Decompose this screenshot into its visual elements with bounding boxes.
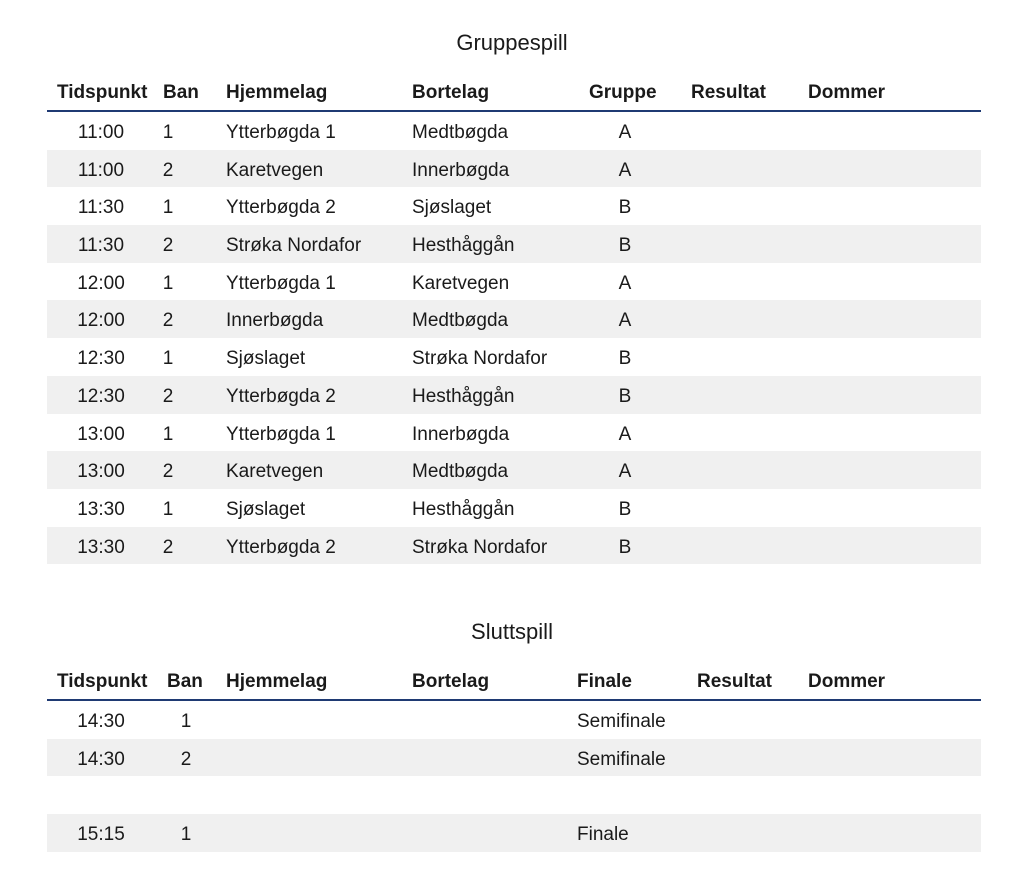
cell-time: 12:30: [77, 348, 125, 370]
cell-court: 1: [162, 498, 174, 520]
cell-group: A: [618, 159, 632, 181]
cell-away: Hesthåggån: [412, 385, 515, 407]
table-row: [47, 225, 981, 263]
header-stage: Finale: [577, 671, 632, 692]
cell-time: 11:00: [77, 159, 125, 181]
cell-court: 1: [180, 711, 192, 732]
cell-court: 1: [162, 122, 174, 143]
group-stage-title: Gruppespill: [456, 30, 568, 55]
table-row: [47, 414, 981, 452]
cell-group: A: [618, 122, 632, 143]
cell-group: B: [618, 385, 632, 407]
cell-home: Ytterbøgda 1: [226, 272, 336, 294]
cell-time: 11:30: [77, 235, 125, 257]
table-row: [47, 739, 981, 777]
cell-time: 12:00: [77, 272, 125, 294]
cell-court: 1: [162, 423, 174, 445]
cell-home: Ytterbøgda 2: [226, 385, 336, 407]
cell-court: 1: [162, 348, 174, 370]
cell-court: 1: [162, 197, 174, 219]
cell-court: 1: [180, 824, 192, 846]
table-row: [47, 376, 981, 414]
header-result: Resultat: [697, 671, 772, 692]
cell-away: Hesthåggån: [412, 498, 515, 520]
header-referee: Dommer: [808, 671, 886, 692]
cell-court: 2: [162, 159, 174, 181]
cell-away: Sjøslaget: [412, 197, 492, 219]
cell-home: Ytterbøgda 1: [226, 423, 336, 445]
cell-away: Medtbøgda: [412, 461, 509, 483]
header-group: Gruppe: [589, 82, 657, 103]
table-row: [47, 300, 981, 338]
header-court: Ban: [167, 671, 203, 692]
table-row: [47, 451, 981, 489]
table-row: [47, 814, 981, 852]
cell-time: 13:00: [77, 423, 125, 445]
cell-away: Hesthåggån: [412, 235, 515, 257]
cell-time: 12:00: [77, 310, 125, 332]
table-row: [47, 489, 981, 527]
cell-group: A: [618, 272, 632, 294]
cell-away: Innerbøgda: [412, 423, 510, 445]
cell-time: 12:30: [77, 385, 125, 407]
cell-group: B: [618, 235, 632, 257]
cell-group: A: [618, 423, 632, 445]
cell-away: Strøka Nordafor: [412, 536, 548, 558]
cell-time: 11:30: [77, 197, 125, 219]
cell-stage: Semifinale: [577, 748, 666, 770]
group-stage-header: [47, 76, 981, 112]
header-home: Hjemmelag: [226, 671, 328, 692]
cell-group: B: [618, 197, 632, 219]
cell-stage: Semifinale: [577, 711, 666, 732]
cell-time: 11:00: [77, 122, 125, 143]
cell-court: 2: [162, 235, 174, 257]
header-court: Ban: [163, 82, 199, 103]
cell-away: Innerbøgda: [412, 159, 510, 181]
cell-home: Ytterbøgda 2: [226, 197, 336, 219]
cell-away: Medtbøgda: [412, 310, 509, 332]
cell-home: Karetvegen: [226, 461, 324, 483]
cell-time: 13:30: [77, 498, 125, 520]
cell-home: Karetvegen: [226, 159, 324, 181]
cell-time: 14:30: [77, 748, 125, 770]
cell-stage: Finale: [577, 824, 629, 846]
cell-home: Innerbøgda: [226, 310, 324, 332]
header-away: Bortelag: [412, 82, 490, 103]
cell-court: 2: [180, 748, 192, 770]
table-row: [47, 338, 981, 376]
table-row: [47, 187, 981, 225]
header-time: Tidspunkt: [57, 82, 148, 103]
cell-home: Sjøslaget: [226, 348, 306, 370]
header-result: Resultat: [691, 82, 766, 103]
header-time: Tidspunkt: [57, 671, 148, 692]
playoffs-table: [47, 665, 981, 852]
cell-home: Ytterbøgda 2: [226, 536, 336, 558]
cell-court: 2: [162, 385, 174, 407]
cell-home: Ytterbøgda 1: [226, 122, 336, 143]
group-stage-table: [47, 76, 981, 564]
cell-time: 15:15: [77, 824, 125, 846]
cell-time: 13:30: [77, 536, 125, 558]
cell-time: 13:00: [77, 461, 125, 483]
table-row: [47, 263, 981, 301]
header-referee: Dommer: [808, 82, 886, 103]
header-away: Bortelag: [412, 671, 490, 692]
cell-group: B: [618, 536, 632, 558]
cell-home: Strøka Nordafor: [226, 235, 362, 257]
spacer-row: [47, 776, 981, 814]
cell-court: 2: [162, 461, 174, 483]
cell-group: A: [618, 461, 632, 483]
cell-away: Medtbøgda: [412, 122, 509, 143]
cell-away: Karetvegen: [412, 272, 510, 294]
cell-time: 14:30: [77, 711, 125, 732]
cell-court: 2: [162, 536, 174, 558]
cell-court: 2: [162, 310, 174, 332]
table-row: [47, 701, 981, 739]
cell-court: 1: [162, 272, 174, 294]
playoffs-title: Sluttspill: [471, 619, 553, 644]
header-home: Hjemmelag: [226, 82, 328, 103]
cell-home: Sjøslaget: [226, 498, 306, 520]
cell-group: A: [618, 310, 632, 332]
table-row: [47, 527, 981, 565]
table-row: [47, 112, 981, 150]
cell-group: B: [618, 498, 632, 520]
table-row: [47, 150, 981, 188]
cell-away: Strøka Nordafor: [412, 348, 548, 370]
cell-group: B: [618, 348, 632, 370]
playoffs-header: [47, 665, 981, 701]
